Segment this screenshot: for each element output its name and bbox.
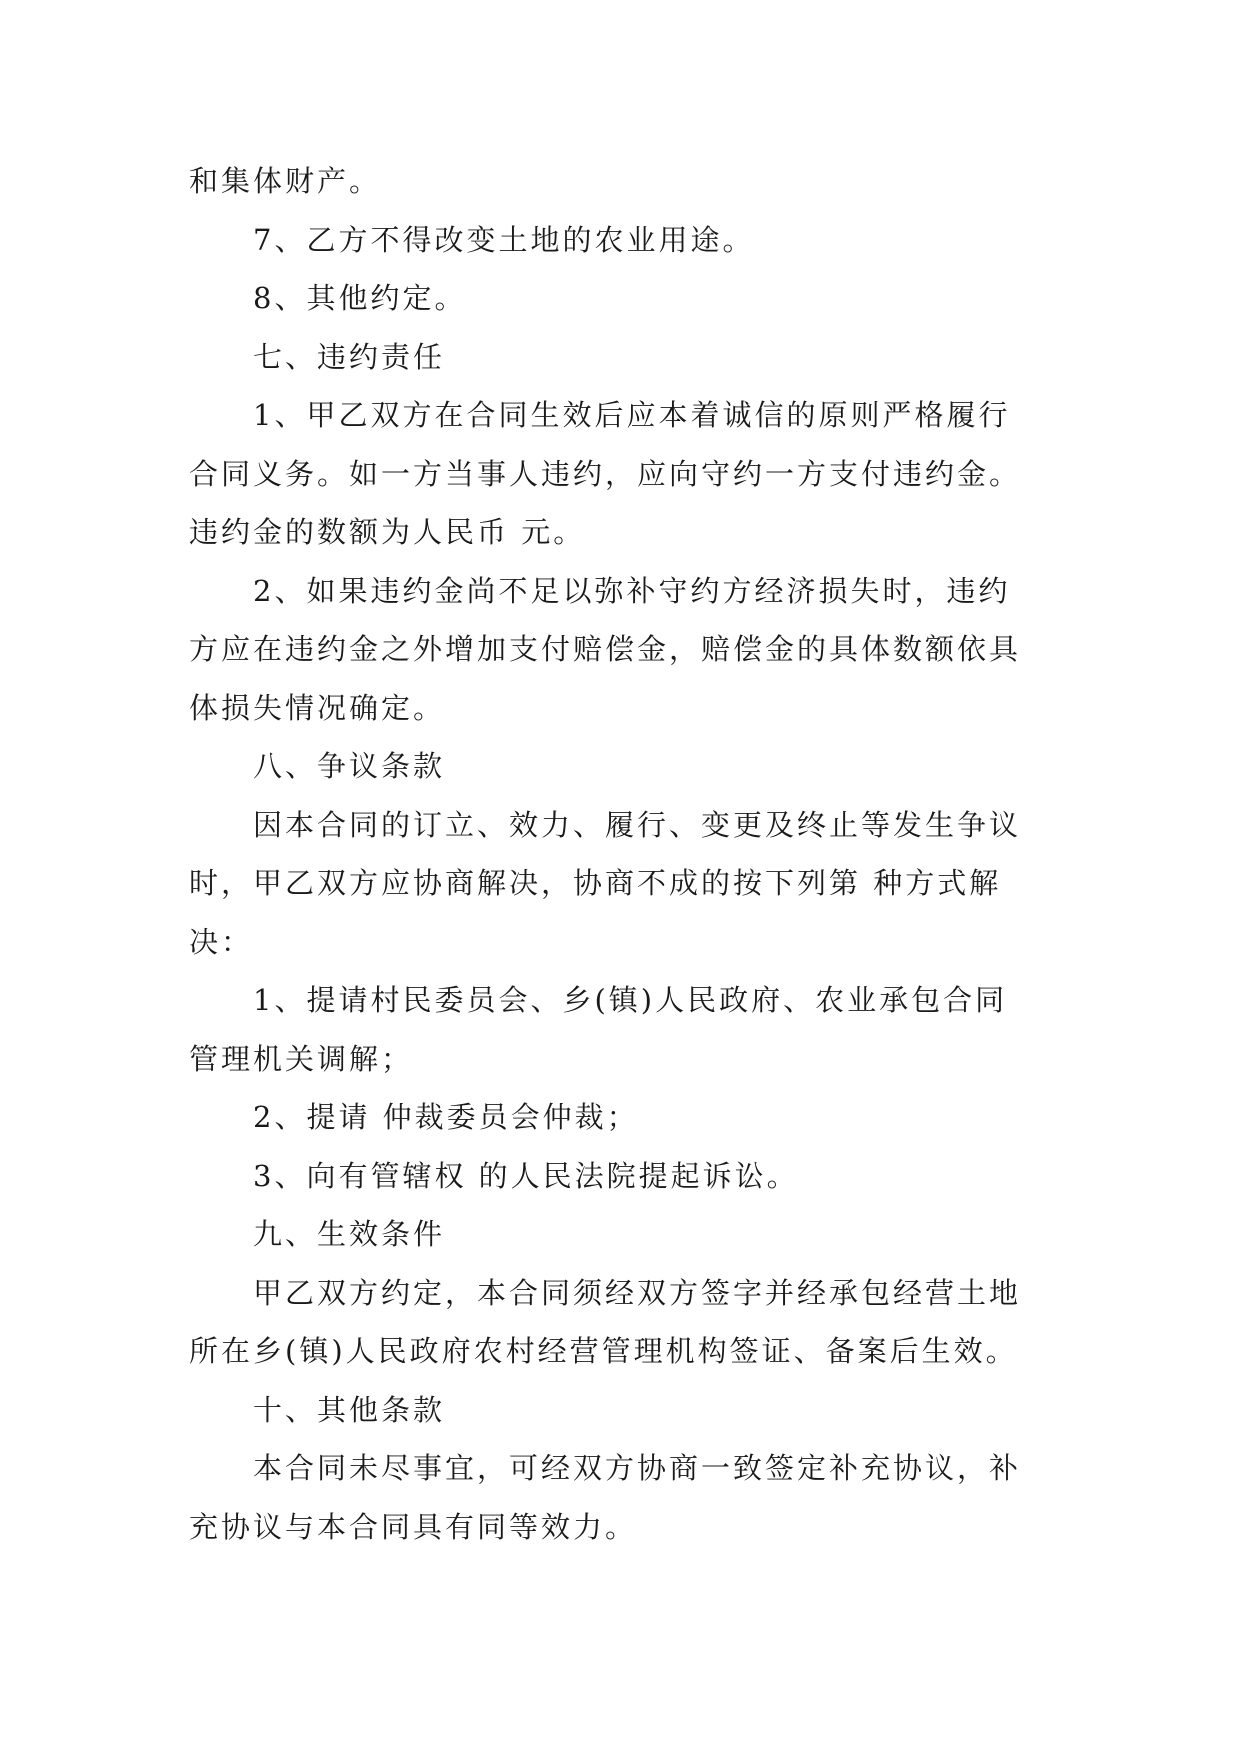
text-line: 违约金的数额为人民币 元。	[189, 515, 586, 549]
text-line: 充协议与本合同具有同等效力。	[189, 1509, 638, 1544]
text-line: 2、提请 仲裁委员会仲裁；	[253, 1100, 639, 1134]
text-line: 1、提请村民委员会、乡(镇)人民政府、农业承包合同	[253, 983, 1008, 1017]
text-line: 2、如果违约金尚不足以弥补守约方经济损失时，违约	[253, 573, 1011, 608]
text-line: 和集体财产。	[189, 164, 382, 198]
text-line: 甲乙双方约定，本合同须经双方签字并经承包经营土地	[253, 1275, 1022, 1310]
text-line: 7、乙方不得改变土地的农业用途。	[253, 222, 755, 257]
section-heading: 九、生效条件	[253, 1217, 446, 1251]
text-line: 3、向有管辖权 的人民法院提起诉讼。	[253, 1158, 799, 1193]
section-heading: 十、其他条款	[253, 1392, 446, 1427]
text-line: 所在乡(镇)人民政府农村经营管理机构签证、备案后生效。	[189, 1334, 1018, 1368]
text-line: 合同义务。如一方当事人违约，应向守约一方支付违约金。	[189, 456, 1022, 491]
text-line: 管理机关调解；	[189, 1041, 414, 1076]
document-body	[189, 152, 1051, 1556]
text-line: 1、甲乙双方在合同生效后应本着诚信的原则严格履行	[253, 398, 1011, 432]
text-line: 体损失情况确定。	[189, 690, 446, 725]
text-line: 本合同未尽事宜，可经双方协商一致签定补充协议，补	[253, 1451, 1022, 1485]
text-line: 决：	[189, 924, 254, 959]
text-line: 因本合同的订立、效力、履行、变更及终止等发生争议	[253, 807, 1022, 842]
text-line: 时，甲乙双方应协商解决，协商不成的按下列第 种方式解	[189, 866, 1002, 900]
section-heading: 八、争议条款	[253, 749, 446, 783]
section-heading: 七、违约责任	[253, 339, 446, 374]
text-line: 方应在违约金之外增加支付赔偿金，赔偿金的具体数额依具	[189, 632, 1022, 666]
text-line: 8、其他约定。	[253, 281, 467, 315]
